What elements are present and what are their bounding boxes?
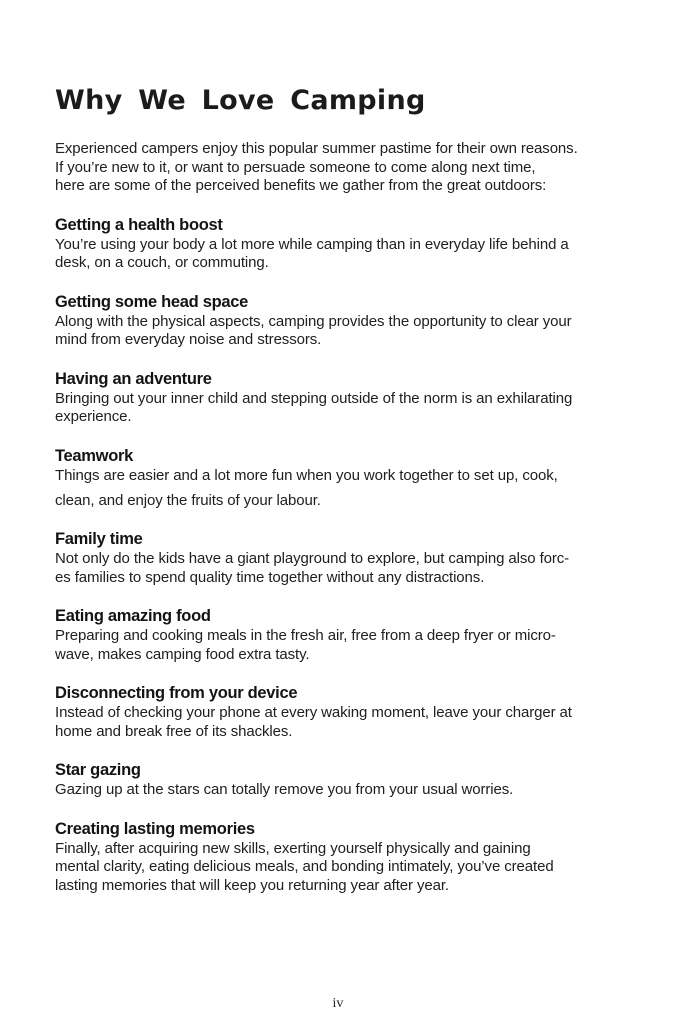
section-star-gazing — [55, 761, 621, 800]
section-body-line: You’re using your body a lot more while camping than in everyday life behind a — [55, 235, 569, 253]
page-number: iv — [332, 996, 344, 1011]
intro-line: If you’re new to it, or want to persuade someone to come along next time, — [55, 158, 536, 176]
section-body-line: Not only do the kids have a giant playground to explore, but camping also forc- — [55, 550, 570, 567]
section-health-boost — [55, 216, 621, 273]
section-body-line: Things are easier and a lot more fun when you work together to set up, cook, — [55, 466, 558, 484]
section-disconnecting — [55, 684, 621, 741]
section-head-space — [55, 293, 621, 350]
section-adventure — [55, 370, 621, 427]
section-body-line: Gazing up at the stars can totally remove you from your usual worries. — [55, 781, 514, 798]
section-body-line: Finally, after acquiring new skills, exerting yourself physically and gaining — [55, 839, 531, 857]
section-heading: Family time — [55, 530, 143, 548]
intro-line: Experienced campers enjoy this popular summer pastime for their own reasons. — [55, 140, 578, 157]
section-body-line: home and break free of its shackles. — [55, 722, 293, 740]
section-heading: Getting some head space — [55, 292, 248, 311]
section-lasting-memories — [55, 820, 621, 896]
intro-paragraph — [55, 140, 621, 196]
section-teamwork — [55, 447, 621, 511]
section-body-line: clean, and enjoy the fruits of your labour. — [55, 491, 321, 509]
section-body-line: mental clarity, eating delicious meals, and bonding intimately, you’ve created — [55, 858, 554, 875]
section-heading: Disconnecting from your device — [55, 684, 298, 702]
section-heading: Eating amazing food — [55, 607, 211, 625]
section-body-line: desk, on a couch, or commuting. — [55, 254, 269, 271]
section-family-time — [55, 530, 621, 587]
section-body-line: experience. — [55, 408, 132, 425]
section-heading: Creating lasting memories — [55, 819, 255, 838]
section-body-line: mind from everyday noise and stressors. — [55, 331, 322, 348]
section-heading: Having an adventure — [55, 369, 212, 388]
page-content — [55, 0, 621, 895]
intro-line: here are some of the perceived benefits we gather from the great outdoors: — [55, 177, 547, 194]
section-amazing-food — [55, 607, 621, 664]
section-body-line: wave, makes camping food extra tasty. — [55, 645, 310, 663]
page-title: Why We Love Camping — [55, 85, 426, 116]
section-body-line: Preparing and cooking meals in the fresh air, free from a deep fryer or micro- — [55, 627, 556, 644]
section-heading: Getting a health boost — [55, 215, 223, 234]
section-body-line: es families to spend quality time together without any distractions. — [55, 568, 485, 586]
section-body-line: Instead of checking your phone at every waking moment, leave your charger at — [55, 704, 572, 721]
section-body-line: lasting memories that will keep you returning year after year. — [55, 876, 449, 894]
section-heading: Teamwork — [55, 446, 133, 465]
section-heading: Star gazing — [55, 761, 141, 779]
section-body-line: Bringing out your inner child and stepping outside of the norm is an exhilarating — [55, 389, 573, 407]
section-body-line: Along with the physical aspects, camping provides the opportunity to clear your — [55, 312, 572, 330]
